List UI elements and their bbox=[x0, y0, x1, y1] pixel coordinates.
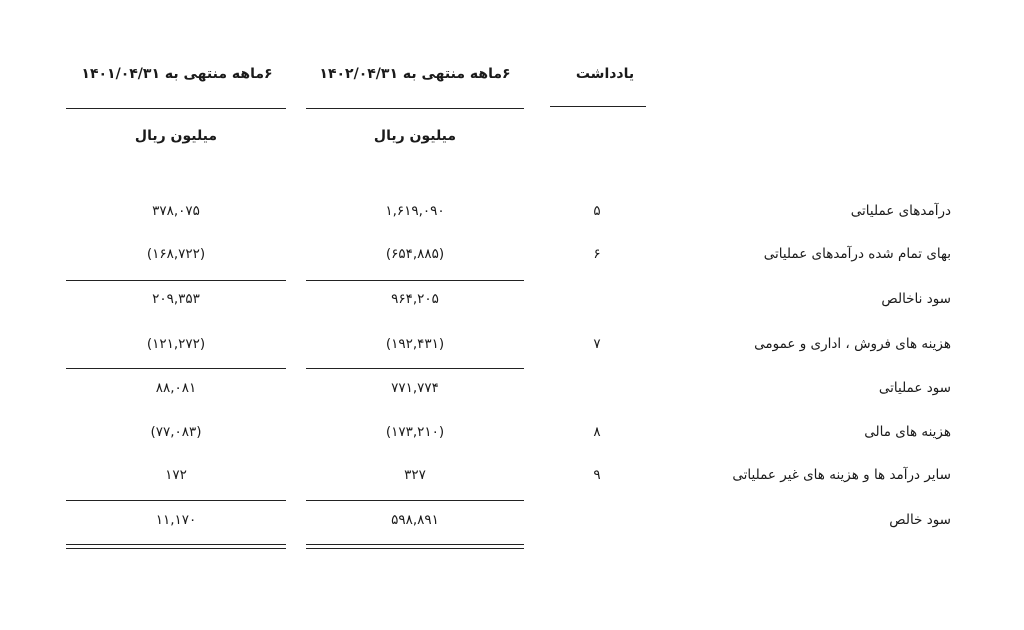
subtotal-rule-current bbox=[306, 368, 524, 369]
row-current-value: ۵۹۸,۸۹۱ bbox=[391, 512, 439, 528]
row-label: سود عملیاتی bbox=[878, 380, 951, 396]
row-prior-value: ۱۱,۱۷۰ bbox=[155, 512, 197, 528]
subtotal-rule-prior bbox=[66, 280, 286, 281]
prior-header-rule bbox=[66, 108, 286, 109]
notes-header-rule bbox=[550, 106, 646, 107]
row-current-value: (۱۹۲,۴۳۱) bbox=[385, 336, 445, 352]
row-current-value: (۶۵۴,۸۸۵) bbox=[385, 246, 445, 262]
row-current-value: (۱۷۳,۲۱۰) bbox=[385, 424, 445, 440]
subtotal-rule-prior bbox=[66, 500, 286, 501]
subtotal-rule-prior bbox=[66, 368, 286, 369]
row-prior-value: ۱۷۲ bbox=[165, 467, 187, 483]
row-current-value: ۳۲۷ bbox=[404, 467, 426, 483]
current-unit-label: میلیون ریال bbox=[373, 128, 457, 144]
row-prior-value: ۸۸,۰۸۱ bbox=[155, 380, 197, 396]
row-note: ۷ bbox=[593, 336, 601, 352]
prior-period-header: ۶ماهه منتهی به ۱۴۰۱/۰۴/۳۱ bbox=[81, 66, 273, 82]
row-prior-value: (۷۷,۰۸۳) bbox=[150, 424, 202, 440]
subtotal-rule-current bbox=[306, 500, 524, 501]
row-label: هزینه های فروش ، اداری و عمومی bbox=[754, 336, 951, 352]
row-label: درآمدهای عملیاتی bbox=[850, 203, 951, 219]
row-label: بهای تمام شده درآمدهای عملیاتی bbox=[763, 246, 951, 262]
row-label: سود خالص bbox=[889, 512, 951, 528]
row-label: هزینه های مالی bbox=[864, 424, 951, 440]
row-note: ۸ bbox=[593, 424, 601, 440]
row-prior-value: (۱۶۸,۷۲۲) bbox=[146, 246, 206, 262]
prior-unit-label: میلیون ریال bbox=[134, 128, 218, 144]
row-current-value: ۱,۶۱۹,۰۹۰ bbox=[385, 203, 445, 219]
row-current-value: ۷۷۱,۷۷۴ bbox=[391, 380, 439, 396]
row-current-value: ۹۶۴,۲۰۵ bbox=[391, 291, 439, 307]
row-note: ۹ bbox=[593, 467, 601, 483]
row-label: سود ناخالص bbox=[881, 291, 951, 307]
row-prior-value: (۱۲۱,۲۷۲) bbox=[146, 336, 206, 352]
notes-column-header: یادداشت bbox=[575, 66, 635, 82]
current-header-rule bbox=[306, 108, 524, 109]
total-double-rule-current bbox=[306, 544, 524, 549]
subtotal-rule-current bbox=[306, 280, 524, 281]
current-period-header: ۶ماهه منتهی به ۱۴۰۲/۰۴/۳۱ bbox=[319, 66, 511, 82]
row-note: ۶ bbox=[593, 246, 601, 262]
row-label: سایر درآمد ها و هزینه های غیر عملیاتی bbox=[732, 467, 951, 483]
total-double-rule-prior bbox=[66, 544, 286, 549]
row-prior-value: ۲۰۹,۳۵۳ bbox=[152, 291, 200, 307]
row-prior-value: ۳۷۸,۰۷۵ bbox=[152, 203, 200, 219]
row-note: ۵ bbox=[593, 203, 601, 219]
